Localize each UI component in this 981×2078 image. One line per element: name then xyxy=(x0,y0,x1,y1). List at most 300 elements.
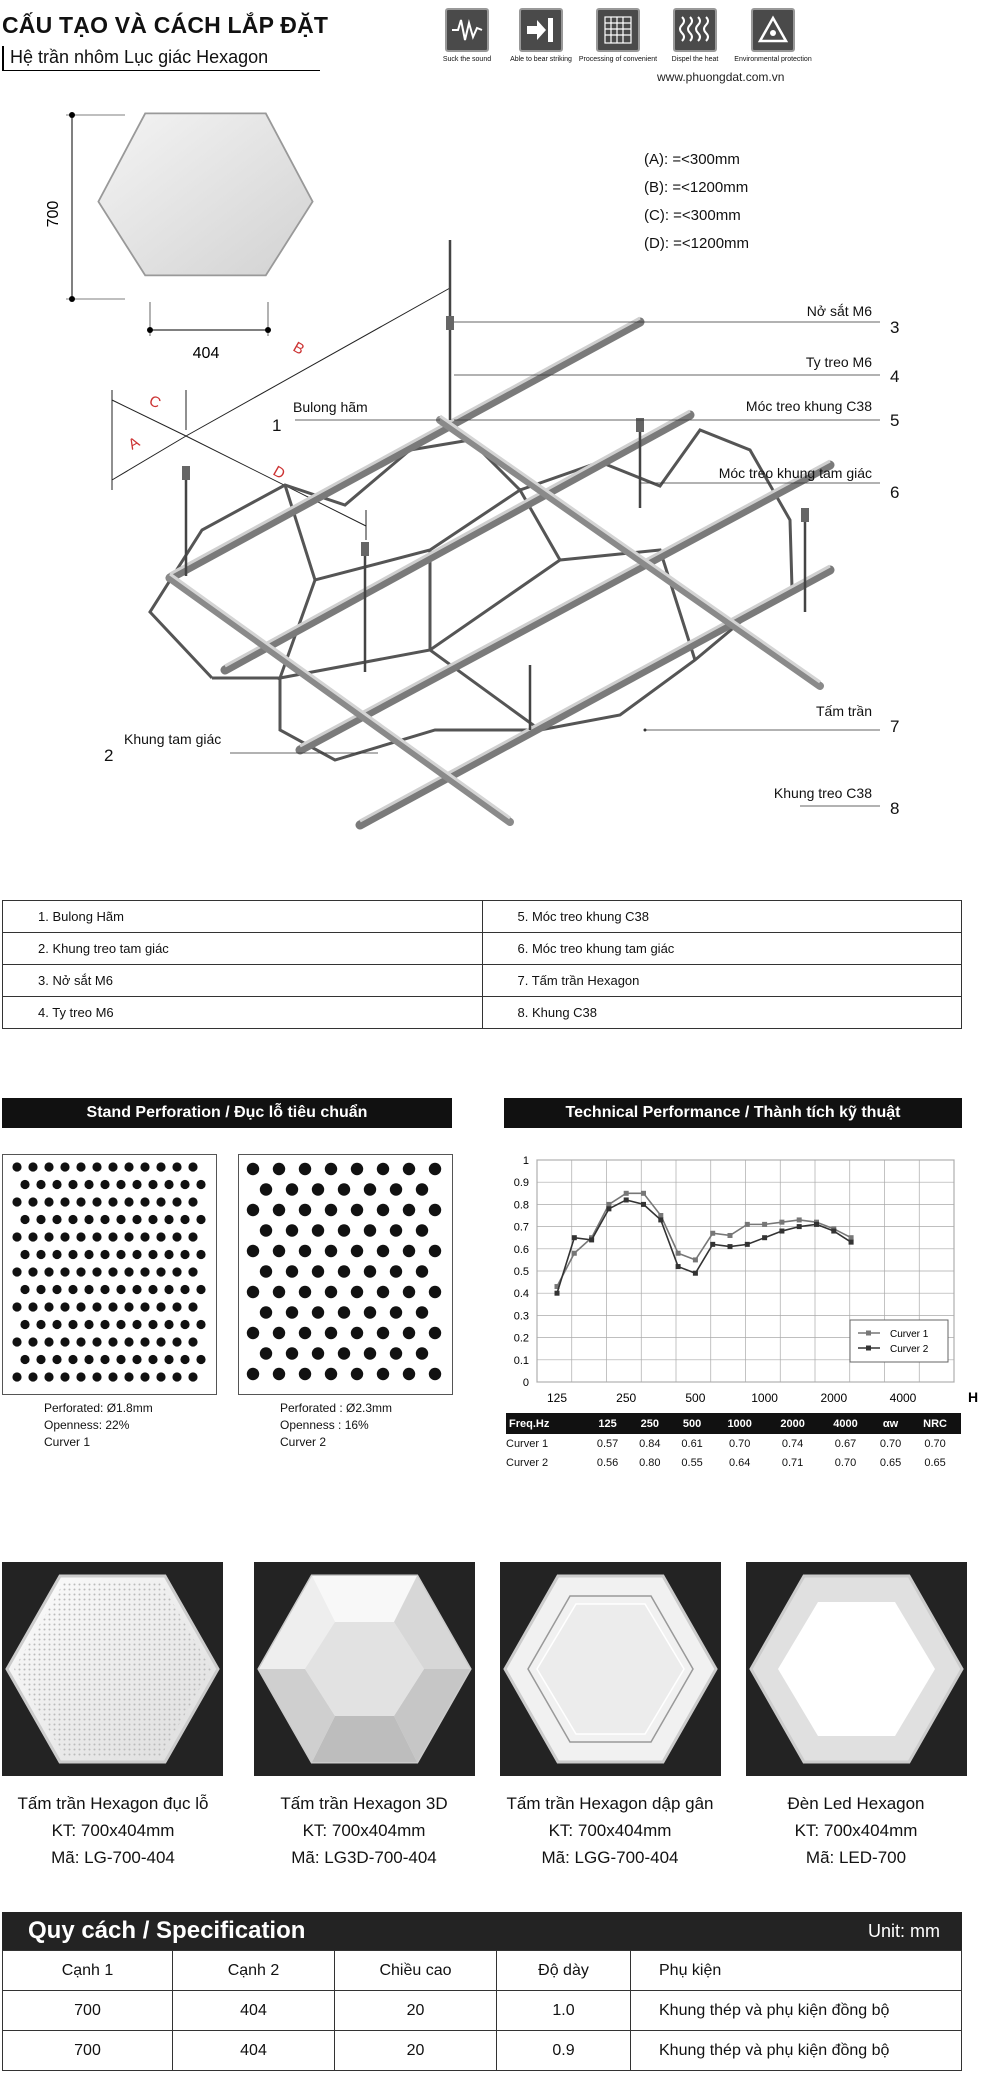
perforation-hole xyxy=(68,1180,77,1189)
callout-label-7: Tấm trần xyxy=(815,703,872,719)
series-point-2 xyxy=(555,1291,560,1296)
perforation-hole xyxy=(28,1197,37,1206)
perforation-hole xyxy=(28,1337,37,1346)
perforation-hole xyxy=(416,1306,428,1318)
table-cell: 20 xyxy=(335,2031,497,2071)
perforation-hole xyxy=(28,1267,37,1276)
product-size: KT: 700x404mm xyxy=(51,1821,175,1840)
perforation-pattern-2 xyxy=(239,1155,452,1394)
table-cell: 0.70 xyxy=(728,1437,751,1450)
performance-heading: Technical Performance / Thành tích kỹ thuật xyxy=(504,1098,962,1128)
table-cell: 404 xyxy=(173,2031,335,2071)
spec-title: Quy cách / Specification xyxy=(28,1917,306,1944)
table-cell: 5. Móc treo khung C38 xyxy=(482,901,962,933)
perforation-hole xyxy=(84,1215,93,1224)
series-point-1 xyxy=(728,1233,733,1238)
spec-unit: Unit: mm xyxy=(868,1921,940,1941)
y-tick-label: 0.7 xyxy=(513,1221,529,1234)
table-cell: 700 xyxy=(3,2031,173,2071)
col-header: Freq.Hz xyxy=(506,1413,586,1434)
spec-table xyxy=(2,1950,962,2071)
callout-label-2: Khung tam giác xyxy=(124,731,222,747)
feature-processing xyxy=(577,8,659,63)
product-size: KT: 700x404mm xyxy=(548,1821,672,1840)
feature-label: Able to bear striking xyxy=(510,56,572,63)
perforation-hole xyxy=(416,1224,428,1236)
perforation-hole xyxy=(20,1180,29,1189)
col-header: Độ dày xyxy=(497,1951,631,1991)
perforation-hole xyxy=(52,1180,61,1189)
perforation-hole xyxy=(180,1285,189,1294)
table-cell: 0.70 xyxy=(924,1437,946,1450)
perforation-hole xyxy=(390,1265,402,1277)
series-point-1 xyxy=(849,1235,854,1240)
perforation-hole xyxy=(247,1327,259,1339)
perforation-hole xyxy=(273,1163,285,1175)
series-point-2 xyxy=(745,1242,750,1247)
perforation-hole xyxy=(100,1250,109,1259)
perforation-hole xyxy=(260,1183,272,1195)
website-url: www.phuongdat.com.vn xyxy=(657,70,785,84)
perforation-hole xyxy=(148,1320,157,1329)
perforation-hole xyxy=(100,1285,109,1294)
perforation-hole xyxy=(172,1197,181,1206)
perforation-hole xyxy=(188,1372,197,1381)
legend-label: Curver 1 xyxy=(890,1329,929,1340)
perforation-hole xyxy=(188,1162,197,1171)
arrow-impact-icon xyxy=(519,8,563,52)
table-cell: 0.80 xyxy=(639,1456,661,1469)
perforation-hole xyxy=(180,1180,189,1189)
table-cell: 0.74 xyxy=(781,1437,804,1450)
series-point-2 xyxy=(797,1224,802,1229)
perforation-hole xyxy=(60,1337,69,1346)
perforation-hole xyxy=(403,1204,415,1216)
perforation-hole xyxy=(180,1320,189,1329)
perforation-hole xyxy=(403,1368,415,1380)
series-point-2 xyxy=(641,1202,646,1207)
x-tick-label: 125 xyxy=(546,1391,568,1405)
perforation-hole xyxy=(180,1250,189,1259)
perforation-pattern-1 xyxy=(3,1155,216,1394)
perforation-hole xyxy=(429,1163,441,1175)
perforation-hole xyxy=(20,1320,29,1329)
perforation-hole xyxy=(156,1197,165,1206)
perforation-hole xyxy=(20,1215,29,1224)
perforation-hole xyxy=(377,1368,389,1380)
product-size: KT: 700x404mm xyxy=(794,1821,918,1840)
perforation-sample-2 xyxy=(238,1154,453,1395)
perforation-hole xyxy=(338,1183,350,1195)
perforation-hole xyxy=(76,1302,85,1311)
table-cell: 6. Móc treo khung tam giác xyxy=(482,933,962,965)
series-point-1 xyxy=(624,1191,629,1196)
y-tick-label: 0.6 xyxy=(513,1243,529,1256)
perforation-hole xyxy=(84,1320,93,1329)
col-header: 4000 xyxy=(819,1413,872,1434)
perforation-hole xyxy=(377,1245,389,1257)
perforation-hole xyxy=(84,1285,93,1294)
feature-label: Dispel the heat xyxy=(671,56,719,63)
perforation-hole xyxy=(44,1232,53,1241)
product-caption-4 xyxy=(731,1790,981,1871)
perforation-hole xyxy=(12,1302,21,1311)
perforation-hole xyxy=(12,1337,21,1346)
perforation-spec-1 xyxy=(44,1400,153,1451)
perforation-hole xyxy=(60,1232,69,1241)
hexagon-panel-drawing xyxy=(98,113,312,275)
series-point-2 xyxy=(728,1244,733,1249)
product-caption-3 xyxy=(485,1790,735,1871)
perforation-hole xyxy=(172,1337,181,1346)
perforation-hole xyxy=(92,1162,101,1171)
perforation-hole xyxy=(92,1372,101,1381)
perforation-hole xyxy=(12,1372,21,1381)
perforation-hole xyxy=(172,1232,181,1241)
perforation-sample-1 xyxy=(2,1154,217,1395)
perforation-curve: Curver 2 xyxy=(280,1435,327,1449)
table-row xyxy=(3,901,962,933)
dim-letter-c: C xyxy=(146,392,164,413)
perforation-hole xyxy=(325,1245,337,1257)
perforation-hole xyxy=(172,1267,181,1276)
product-name: Tấm trần Hexagon đục lỗ xyxy=(17,1794,209,1813)
legend-marker xyxy=(866,1346,871,1351)
perforation-hole xyxy=(100,1320,109,1329)
table-cell: 404 xyxy=(173,1991,335,2031)
x-tick-label: 500 xyxy=(685,1391,706,1405)
perforation-hole xyxy=(36,1285,45,1294)
perforation-hole xyxy=(116,1215,125,1224)
product-code: Mã: LG3D-700-404 xyxy=(291,1848,437,1867)
y-tick-label: 0.3 xyxy=(513,1310,529,1323)
perforation-hole xyxy=(108,1267,117,1276)
perforation-hole xyxy=(196,1285,205,1294)
table-cell: 0.84 xyxy=(639,1437,661,1450)
y-tick-label: 1 xyxy=(522,1155,529,1167)
perforation-hole xyxy=(338,1306,350,1318)
perforation-hole xyxy=(124,1337,133,1346)
perforation-curve: Curver 1 xyxy=(44,1435,91,1449)
dim-c: (C): =<300mm xyxy=(644,207,741,224)
perforation-hole xyxy=(44,1337,53,1346)
perforation-hole xyxy=(164,1180,173,1189)
callout-number-1: 1 xyxy=(272,416,282,435)
page-title: CẤU TẠO VÀ CÁCH LẮP ĐẶT xyxy=(2,12,329,38)
perforation-hole xyxy=(156,1337,165,1346)
perforation-hole xyxy=(52,1215,61,1224)
series-point-1 xyxy=(606,1202,611,1207)
table-cell: 0.65 xyxy=(879,1456,902,1469)
perforation-hole xyxy=(312,1347,324,1359)
perforation-hole xyxy=(36,1355,45,1364)
perforation-hole xyxy=(351,1163,363,1175)
dimension-404: 404 xyxy=(192,345,220,362)
perforation-hole xyxy=(180,1215,189,1224)
perforation-hole xyxy=(299,1368,311,1380)
perforation-hole xyxy=(377,1286,389,1298)
y-tick-label: 0.8 xyxy=(513,1199,529,1212)
perforation-heading: Stand Perforation / Đục lỗ tiêu chuẩn xyxy=(2,1098,452,1128)
table-row xyxy=(3,965,962,997)
perforation-hole xyxy=(429,1286,441,1298)
perforation-hole xyxy=(403,1327,415,1339)
perforation-hole xyxy=(140,1302,149,1311)
table-cell: 2. Khung treo tam giác xyxy=(3,933,483,965)
perforation-hole xyxy=(338,1224,350,1236)
series-point-2 xyxy=(693,1271,698,1276)
perforation-hole xyxy=(172,1372,181,1381)
perforation-hole xyxy=(196,1320,205,1329)
perforation-hole xyxy=(247,1245,259,1257)
series-point-1 xyxy=(693,1257,698,1262)
perforation-hole xyxy=(28,1302,37,1311)
series-point-1 xyxy=(658,1213,663,1218)
col-header: αw xyxy=(872,1413,909,1434)
parts-table xyxy=(2,900,962,1029)
col-header: 1000 xyxy=(713,1413,766,1434)
dimension-legend xyxy=(644,146,749,258)
perforation-hole xyxy=(364,1183,376,1195)
callout-number-5: 5 xyxy=(890,411,900,430)
product-caption-2 xyxy=(239,1790,489,1871)
perforation-hole xyxy=(132,1285,141,1294)
table-cell: 0.64 xyxy=(728,1456,751,1469)
table-row xyxy=(3,933,962,965)
col-header: 500 xyxy=(671,1413,713,1434)
callout-number-3: 3 xyxy=(890,318,900,337)
series-point-1 xyxy=(797,1217,802,1222)
table-cell: 0.61 xyxy=(681,1437,703,1450)
callout-label-1: Bulong hãm xyxy=(293,399,368,415)
col-header: Chiều cao xyxy=(335,1951,497,1991)
table-cell: 20 xyxy=(335,1991,497,2031)
table-cell: 0.65 xyxy=(924,1456,946,1469)
perforation-hole xyxy=(60,1197,69,1206)
feature-environment xyxy=(732,8,814,63)
installation-diagram xyxy=(0,90,967,830)
perforation-hole xyxy=(84,1355,93,1364)
perforation-hole xyxy=(196,1355,205,1364)
perforation-hole xyxy=(68,1285,77,1294)
perforation-hole xyxy=(196,1250,205,1259)
perforation-hole xyxy=(273,1204,285,1216)
perforation-hole xyxy=(156,1162,165,1171)
perforation-hole xyxy=(403,1286,415,1298)
perforation-hole xyxy=(188,1232,197,1241)
perforation-hole xyxy=(286,1265,298,1277)
perforation-hole xyxy=(247,1163,259,1175)
perforation-hole xyxy=(164,1250,173,1259)
perforation-hole xyxy=(325,1327,337,1339)
perforation-hole xyxy=(36,1320,45,1329)
perforation-hole xyxy=(390,1306,402,1318)
perforation-hole xyxy=(92,1197,101,1206)
perforation-hole xyxy=(132,1250,141,1259)
dim-a: (A): =<300mm xyxy=(644,151,740,168)
col-header: 2000 xyxy=(766,1413,819,1434)
callout-label-4: Ty treo M6 xyxy=(805,354,872,370)
table-cell: 7. Tấm trần Hexagon xyxy=(482,965,962,997)
feature-suck-sound xyxy=(426,8,508,63)
perforation-hole xyxy=(12,1232,21,1241)
perforation-hole xyxy=(188,1337,197,1346)
col-header: Cạnh 1 xyxy=(3,1951,173,1991)
dim-letter-b: B xyxy=(290,338,308,359)
perforation-hole xyxy=(92,1267,101,1276)
perforation-hole xyxy=(100,1215,109,1224)
perforation-hole xyxy=(44,1372,53,1381)
product-image-led xyxy=(746,1562,967,1776)
perforation-hole xyxy=(273,1286,285,1298)
table-cell: 0.56 xyxy=(596,1456,619,1469)
perforation-hole xyxy=(100,1180,109,1189)
perforation-hole xyxy=(351,1368,363,1380)
perforation-hole xyxy=(164,1355,173,1364)
product-code: Mã: LGG-700-404 xyxy=(541,1848,679,1867)
perforation-size: Perforated : Ø2.3mm xyxy=(280,1401,393,1415)
perforation-hole xyxy=(338,1265,350,1277)
perforation-hole xyxy=(76,1337,85,1346)
table-row xyxy=(3,1991,962,2031)
absorption-chart xyxy=(500,1148,979,1410)
perforation-hole xyxy=(312,1224,324,1236)
perforation-hole xyxy=(52,1250,61,1259)
legend-label: Curver 2 xyxy=(890,1344,929,1355)
x-tick-label: 250 xyxy=(616,1391,637,1405)
table-row xyxy=(506,1434,961,1453)
perforation-hole xyxy=(36,1180,45,1189)
perforation-hole xyxy=(76,1267,85,1276)
perforation-hole xyxy=(28,1372,37,1381)
perforation-size: Perforated: Ø1.8mm xyxy=(44,1401,153,1415)
perforation-hole xyxy=(148,1180,157,1189)
perforation-hole xyxy=(140,1162,149,1171)
table-cell: 3. Nở sắt M6 xyxy=(3,965,483,997)
perforation-hole xyxy=(116,1355,125,1364)
callout-label-5: Móc treo khung C38 xyxy=(745,398,872,414)
y-tick-label: 0.1 xyxy=(513,1354,529,1367)
perforation-hole xyxy=(84,1250,93,1259)
perforation-hole xyxy=(132,1320,141,1329)
perforation-hole xyxy=(20,1285,29,1294)
series-point-2 xyxy=(762,1235,767,1240)
product-name: Tấm trần Hexagon dập gân xyxy=(506,1794,714,1813)
perforation-hole xyxy=(124,1232,133,1241)
perforation-openness: Openness : 16% xyxy=(280,1418,369,1432)
table-cell: 4. Ty treo M6 xyxy=(3,997,483,1029)
perforation-hole xyxy=(260,1265,272,1277)
series-point-1 xyxy=(572,1251,577,1256)
table-header-row xyxy=(506,1413,961,1434)
grid-icon xyxy=(596,8,640,52)
perforation-hole xyxy=(390,1183,402,1195)
x-axis-label: H xyxy=(968,1389,979,1405)
perforation-hole xyxy=(429,1204,441,1216)
perforation-hole xyxy=(286,1306,298,1318)
perforation-hole xyxy=(260,1224,272,1236)
perforation-hole xyxy=(416,1183,428,1195)
perforation-hole xyxy=(76,1197,85,1206)
table-cell: 0.70 xyxy=(834,1456,857,1469)
callout-number-7: 7 xyxy=(890,717,900,736)
dim-b: (B): =<1200mm xyxy=(644,179,749,196)
perforation-hole xyxy=(148,1355,157,1364)
perforation-hole xyxy=(28,1162,37,1171)
perforation-hole xyxy=(108,1302,117,1311)
perforation-hole xyxy=(188,1197,197,1206)
table-cell: 0.71 xyxy=(781,1456,804,1469)
table-cell: Khung thép và phụ kiện đồng bộ xyxy=(631,1991,962,2031)
perforation-hole xyxy=(351,1327,363,1339)
y-tick-label: 0.5 xyxy=(513,1266,529,1278)
table-cell: Curver 2 xyxy=(506,1456,549,1469)
table-row xyxy=(3,997,962,1029)
perforation-hole xyxy=(44,1302,53,1311)
col-header: 125 xyxy=(586,1413,628,1434)
heat-waves-icon xyxy=(673,8,717,52)
perforation-hole xyxy=(286,1347,298,1359)
callout-number-2: 2 xyxy=(104,746,114,765)
perforation-hole xyxy=(60,1162,69,1171)
series-point-1 xyxy=(762,1222,767,1227)
x-tick-label: 1000 xyxy=(751,1391,778,1405)
perforation-hole xyxy=(108,1162,117,1171)
perforation-hole xyxy=(312,1183,324,1195)
table-cell: 0.57 xyxy=(596,1437,619,1450)
product-image-perforated xyxy=(2,1562,223,1776)
perforation-hole xyxy=(108,1232,117,1241)
perforation-hole xyxy=(403,1245,415,1257)
perforation-hole xyxy=(148,1215,157,1224)
perforation-hole xyxy=(196,1215,205,1224)
col-header: Phụ kiện xyxy=(631,1951,962,1991)
table-cell: 0.55 xyxy=(681,1456,703,1469)
series-point-2 xyxy=(831,1229,836,1234)
x-tick-label: 2000 xyxy=(820,1391,848,1405)
perforation-hole xyxy=(36,1215,45,1224)
perforation-hole xyxy=(52,1285,61,1294)
perforation-hole xyxy=(84,1180,93,1189)
perforation-hole xyxy=(325,1286,337,1298)
product-size: KT: 700x404mm xyxy=(302,1821,426,1840)
perforation-hole xyxy=(156,1267,165,1276)
perforation-hole xyxy=(52,1320,61,1329)
chart-legend xyxy=(850,1320,948,1362)
callout-label-6: Móc treo khung tam giác xyxy=(718,465,872,481)
col-header: Cạnh 2 xyxy=(173,1951,335,1991)
perforation-hole xyxy=(132,1215,141,1224)
perforation-hole xyxy=(60,1302,69,1311)
y-tick-label: 0 xyxy=(522,1377,529,1389)
perforation-hole xyxy=(172,1162,181,1171)
perforation-hole xyxy=(132,1180,141,1189)
perforation-hole xyxy=(299,1163,311,1175)
callout-number-6: 6 xyxy=(890,483,900,502)
series-point-2 xyxy=(658,1217,663,1222)
perforation-hole xyxy=(148,1250,157,1259)
feature-label: Suck the sound xyxy=(442,56,492,63)
perforation-hole xyxy=(299,1245,311,1257)
feature-label: Environmental protection xyxy=(734,56,812,63)
perforation-hole xyxy=(20,1250,29,1259)
perforation-hole xyxy=(36,1250,45,1259)
x-tick-label: 4000 xyxy=(889,1391,917,1405)
table-cell: 0.9 xyxy=(497,2031,631,2071)
page-subtitle: Hệ trần nhôm Lục giác Hexagon xyxy=(2,46,320,71)
perforation-hole xyxy=(132,1355,141,1364)
product-name: Tấm trần Hexagon 3D xyxy=(280,1794,448,1813)
